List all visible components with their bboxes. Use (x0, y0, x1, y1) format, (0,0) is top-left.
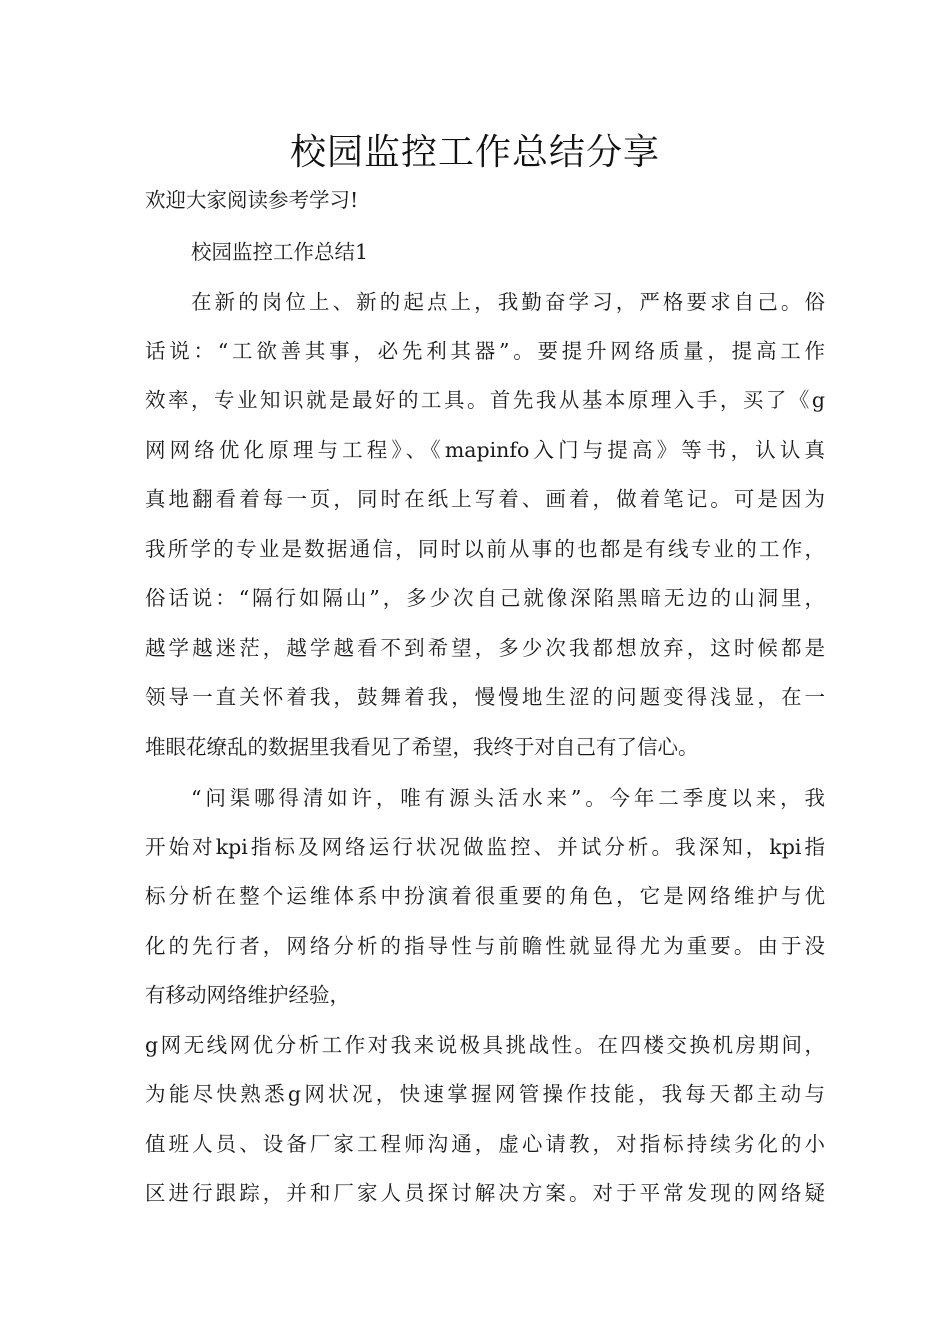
paragraph-line: 堆眼花缭乱的数据里我看见了希望，我终于对自己有了信心。 (145, 735, 699, 759)
document-title: 校园监控工作总结分享 (289, 132, 660, 173)
paragraph-line: 我所学的专业是数据通信，同时以前从事的也都是有线专业的工作， (145, 537, 825, 561)
paragraph-line: 话说：“工欲善其事，必先利其器”。要提升网络质量，提高工作 (145, 339, 825, 363)
paragraph-line: 俗话说：“隔行如隔山”，多少次自己就像深陷黑暗无边的山洞里， (145, 586, 825, 610)
paragraph-line: 区进行跟踪，并和厂家人员探讨解决方案。对于平常发现的网络疑 (145, 1181, 825, 1205)
paragraph-line: 越学越迷茫，越学越看不到希望，多少次我都想放弃，这时候都是 (145, 636, 825, 660)
paragraph-line: 化的先行者，网络分析的指导性与前瞻性就显得尤为重要。由于没 (145, 934, 825, 958)
paragraph-line: 领导一直关怀着我，鼓舞着我，慢慢地生涩的问题变得浅显，在一 (145, 685, 825, 709)
paragraph-line: “问渠哪得清如许，唯有源头活水来”。今年二季度以来，我 (191, 786, 825, 810)
intro-line: 欢迎大家阅读参考学习! (145, 188, 359, 212)
paragraph-line: 为能尽快熟悉g网状况，快速掌握网管操作技能，我每天都主动与 (145, 1082, 825, 1106)
paragraph-line: g网无线网优分析工作对我来说极具挑战性。在四楼交换机房期间， (145, 1033, 825, 1057)
section-heading: 校园监控工作总结1 (191, 240, 369, 264)
paragraph-line: 开始对kpi指标及网络运行状况做监控、并试分析。我深知，kpi指 (145, 835, 825, 859)
paragraph-line: 网网络优化原理与工程》、《mapinfo入门与提高》等书，认认真 (145, 438, 825, 462)
paragraph-line: 标分析在整个运维体系中扮演着很重要的角色，它是网络维护与优 (145, 884, 825, 908)
paragraph-line: 值班人员、设备厂家工程师沟通，虚心请教，对指标持续劣化的小 (145, 1132, 825, 1156)
paragraph-line: 真地翻看着每一页，同时在纸上写着、画着，做着笔记。可是因为 (145, 487, 825, 511)
paragraph-line: 在新的岗位上、新的起点上，我勤奋学习，严格要求自己。俗 (191, 290, 825, 314)
paragraph-line: 效率，专业知识就是最好的工具。首先我从基本原理入手，买了《g (145, 388, 825, 412)
paragraph-line: 有移动网络维护经验， (145, 983, 350, 1007)
